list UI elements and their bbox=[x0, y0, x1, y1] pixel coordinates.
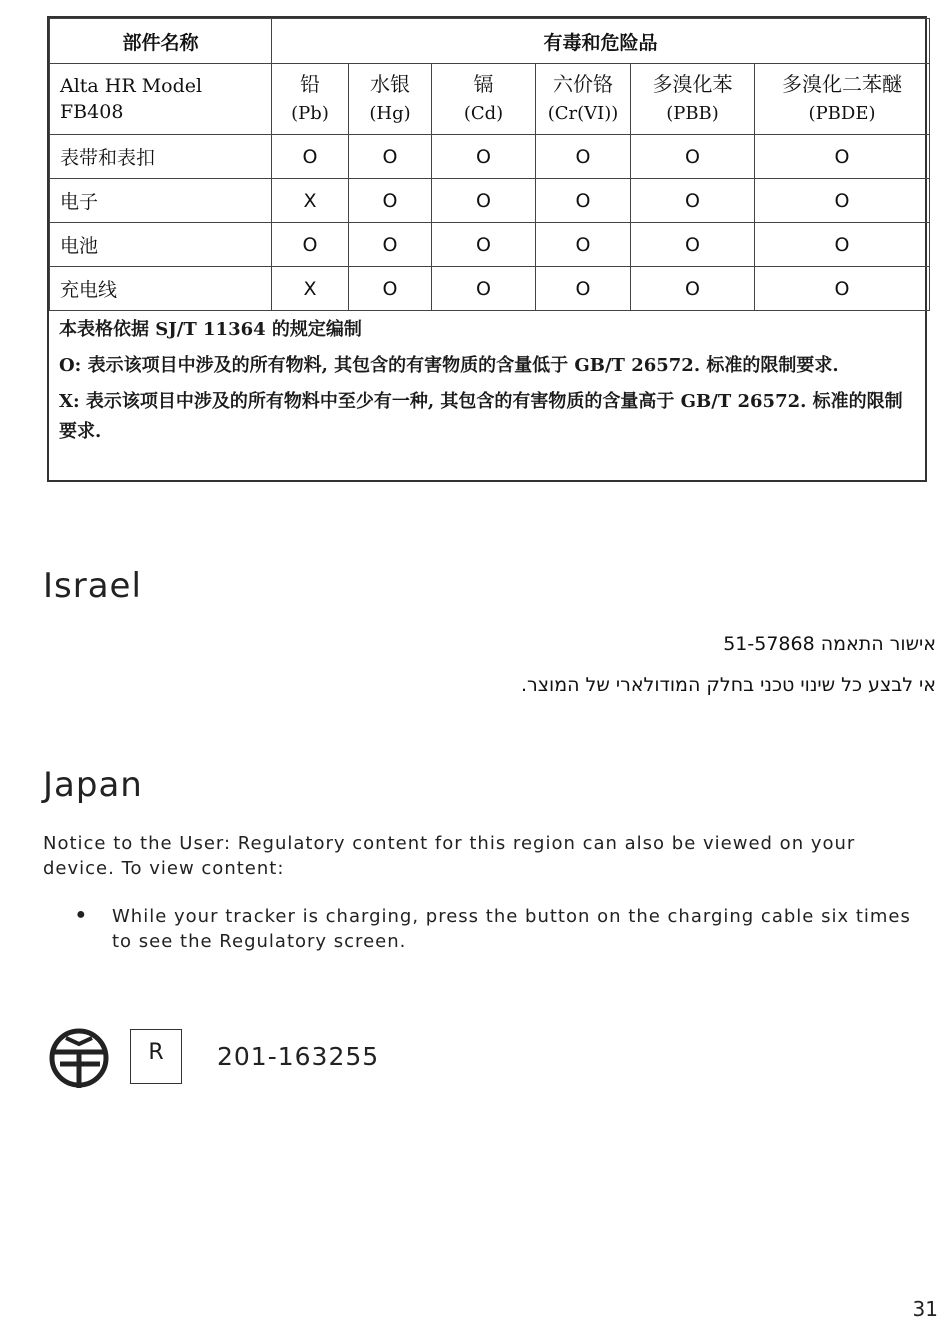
substance-cn: 多溴化苯 bbox=[652, 72, 733, 96]
note-o: O: 表示该项目中涉及的所有物料, 其包含的有害物质的含量低于 GB/T 26572. 标准的限制要求. bbox=[59, 355, 839, 376]
page-number: 31 bbox=[912, 1297, 938, 1321]
mark-cell: O bbox=[432, 179, 536, 223]
table-row bbox=[50, 267, 930, 311]
mark-cell: O bbox=[755, 223, 930, 267]
model-line-2: FB408 bbox=[60, 101, 124, 123]
mark-cell: X bbox=[272, 179, 349, 223]
substance-symbol: (PBDE) bbox=[808, 103, 876, 124]
mark-cell: O bbox=[755, 267, 930, 311]
table-row bbox=[50, 223, 930, 267]
israel-title: Israel bbox=[43, 566, 142, 606]
substance-symbol: (Cr(VI)) bbox=[547, 103, 619, 124]
mark-cell: O bbox=[755, 179, 930, 223]
mark-cell: O bbox=[755, 135, 930, 179]
mark-cell: O bbox=[631, 135, 755, 179]
telec-mark-icon bbox=[46, 1018, 112, 1090]
mark-cell: O bbox=[349, 223, 432, 267]
israel-notice: אי לבצע כל שינוי טכני בחלק המודולארי של המוצר. bbox=[520, 674, 936, 696]
mark-cell: O bbox=[432, 267, 536, 311]
substance-cn: 水银 bbox=[370, 72, 410, 96]
mark-cell: O bbox=[272, 135, 349, 179]
mark-cell: O bbox=[631, 179, 755, 223]
mark-cell: O bbox=[631, 267, 755, 311]
note-x: X: 表示该项目中涉及的所有物料中至少有一种, 其包含的有害物质的含量高于 GB/T 26572. 标准的限制要求. bbox=[59, 391, 903, 442]
substance-cn: 镉 bbox=[473, 72, 494, 96]
table-row bbox=[50, 179, 930, 223]
part-name: 电池 bbox=[50, 223, 272, 267]
part-header: 部件名称 bbox=[50, 19, 272, 64]
rohs-table bbox=[49, 18, 930, 311]
certification-number: 201-163255 bbox=[217, 1042, 380, 1071]
part-name: 表带和表扣 bbox=[50, 135, 272, 179]
rohs-notes bbox=[49, 311, 925, 447]
substance-symbol: (Pb) bbox=[291, 103, 329, 124]
mark-cell: O bbox=[349, 135, 432, 179]
mark-cell: O bbox=[349, 179, 432, 223]
model-cell bbox=[50, 64, 272, 135]
substance-cn: 多溴化二苯醚 bbox=[782, 72, 903, 96]
rohs-table-container bbox=[47, 16, 927, 482]
mark-cell: O bbox=[536, 267, 631, 311]
mark-cell: O bbox=[272, 223, 349, 267]
model-line-1: Alta HR Model bbox=[60, 75, 203, 97]
part-name: 充电线 bbox=[50, 267, 272, 311]
substance-cn: 六价铬 bbox=[553, 72, 613, 96]
mark-cell: O bbox=[631, 223, 755, 267]
substance-symbol: (Cd) bbox=[463, 103, 504, 124]
note-basis: 本表格依据 SJ/T 11364 的规定编制 bbox=[59, 319, 362, 340]
bullet-icon: ● bbox=[76, 906, 86, 923]
substance-header bbox=[755, 64, 930, 135]
mark-cell: O bbox=[349, 267, 432, 311]
table-row bbox=[50, 135, 930, 179]
substance-header bbox=[349, 64, 432, 135]
r-mark-box bbox=[130, 1029, 182, 1084]
japan-title: Japan bbox=[43, 765, 143, 805]
substance-header bbox=[272, 64, 349, 135]
substance-header bbox=[631, 64, 755, 135]
japan-notice: Notice to the User: Regulatory content for this region can also be viewed on your device. To view content: bbox=[43, 833, 856, 879]
mark-cell: X bbox=[272, 267, 349, 311]
substance-symbol: (PBB) bbox=[666, 103, 719, 124]
mark-cell: O bbox=[536, 223, 631, 267]
israel-approval: אישור התאמה 51-57868 bbox=[723, 633, 936, 655]
hazard-header: 有毒和危险品 bbox=[272, 19, 930, 64]
substance-symbol: (Hg) bbox=[369, 103, 411, 124]
part-name: 电子 bbox=[50, 179, 272, 223]
japan-bullet: While your tracker is charging, press the button on the charging cable six times to see the Regulatory screen. bbox=[112, 906, 911, 952]
substance-header bbox=[432, 64, 536, 135]
substance-cn: 铅 bbox=[300, 72, 320, 96]
mark-cell: O bbox=[432, 223, 536, 267]
mark-cell: O bbox=[536, 179, 631, 223]
mark-cell: O bbox=[432, 135, 536, 179]
substance-header bbox=[536, 64, 631, 135]
r-mark-letter: R bbox=[148, 1040, 164, 1065]
mark-cell: O bbox=[536, 135, 631, 179]
